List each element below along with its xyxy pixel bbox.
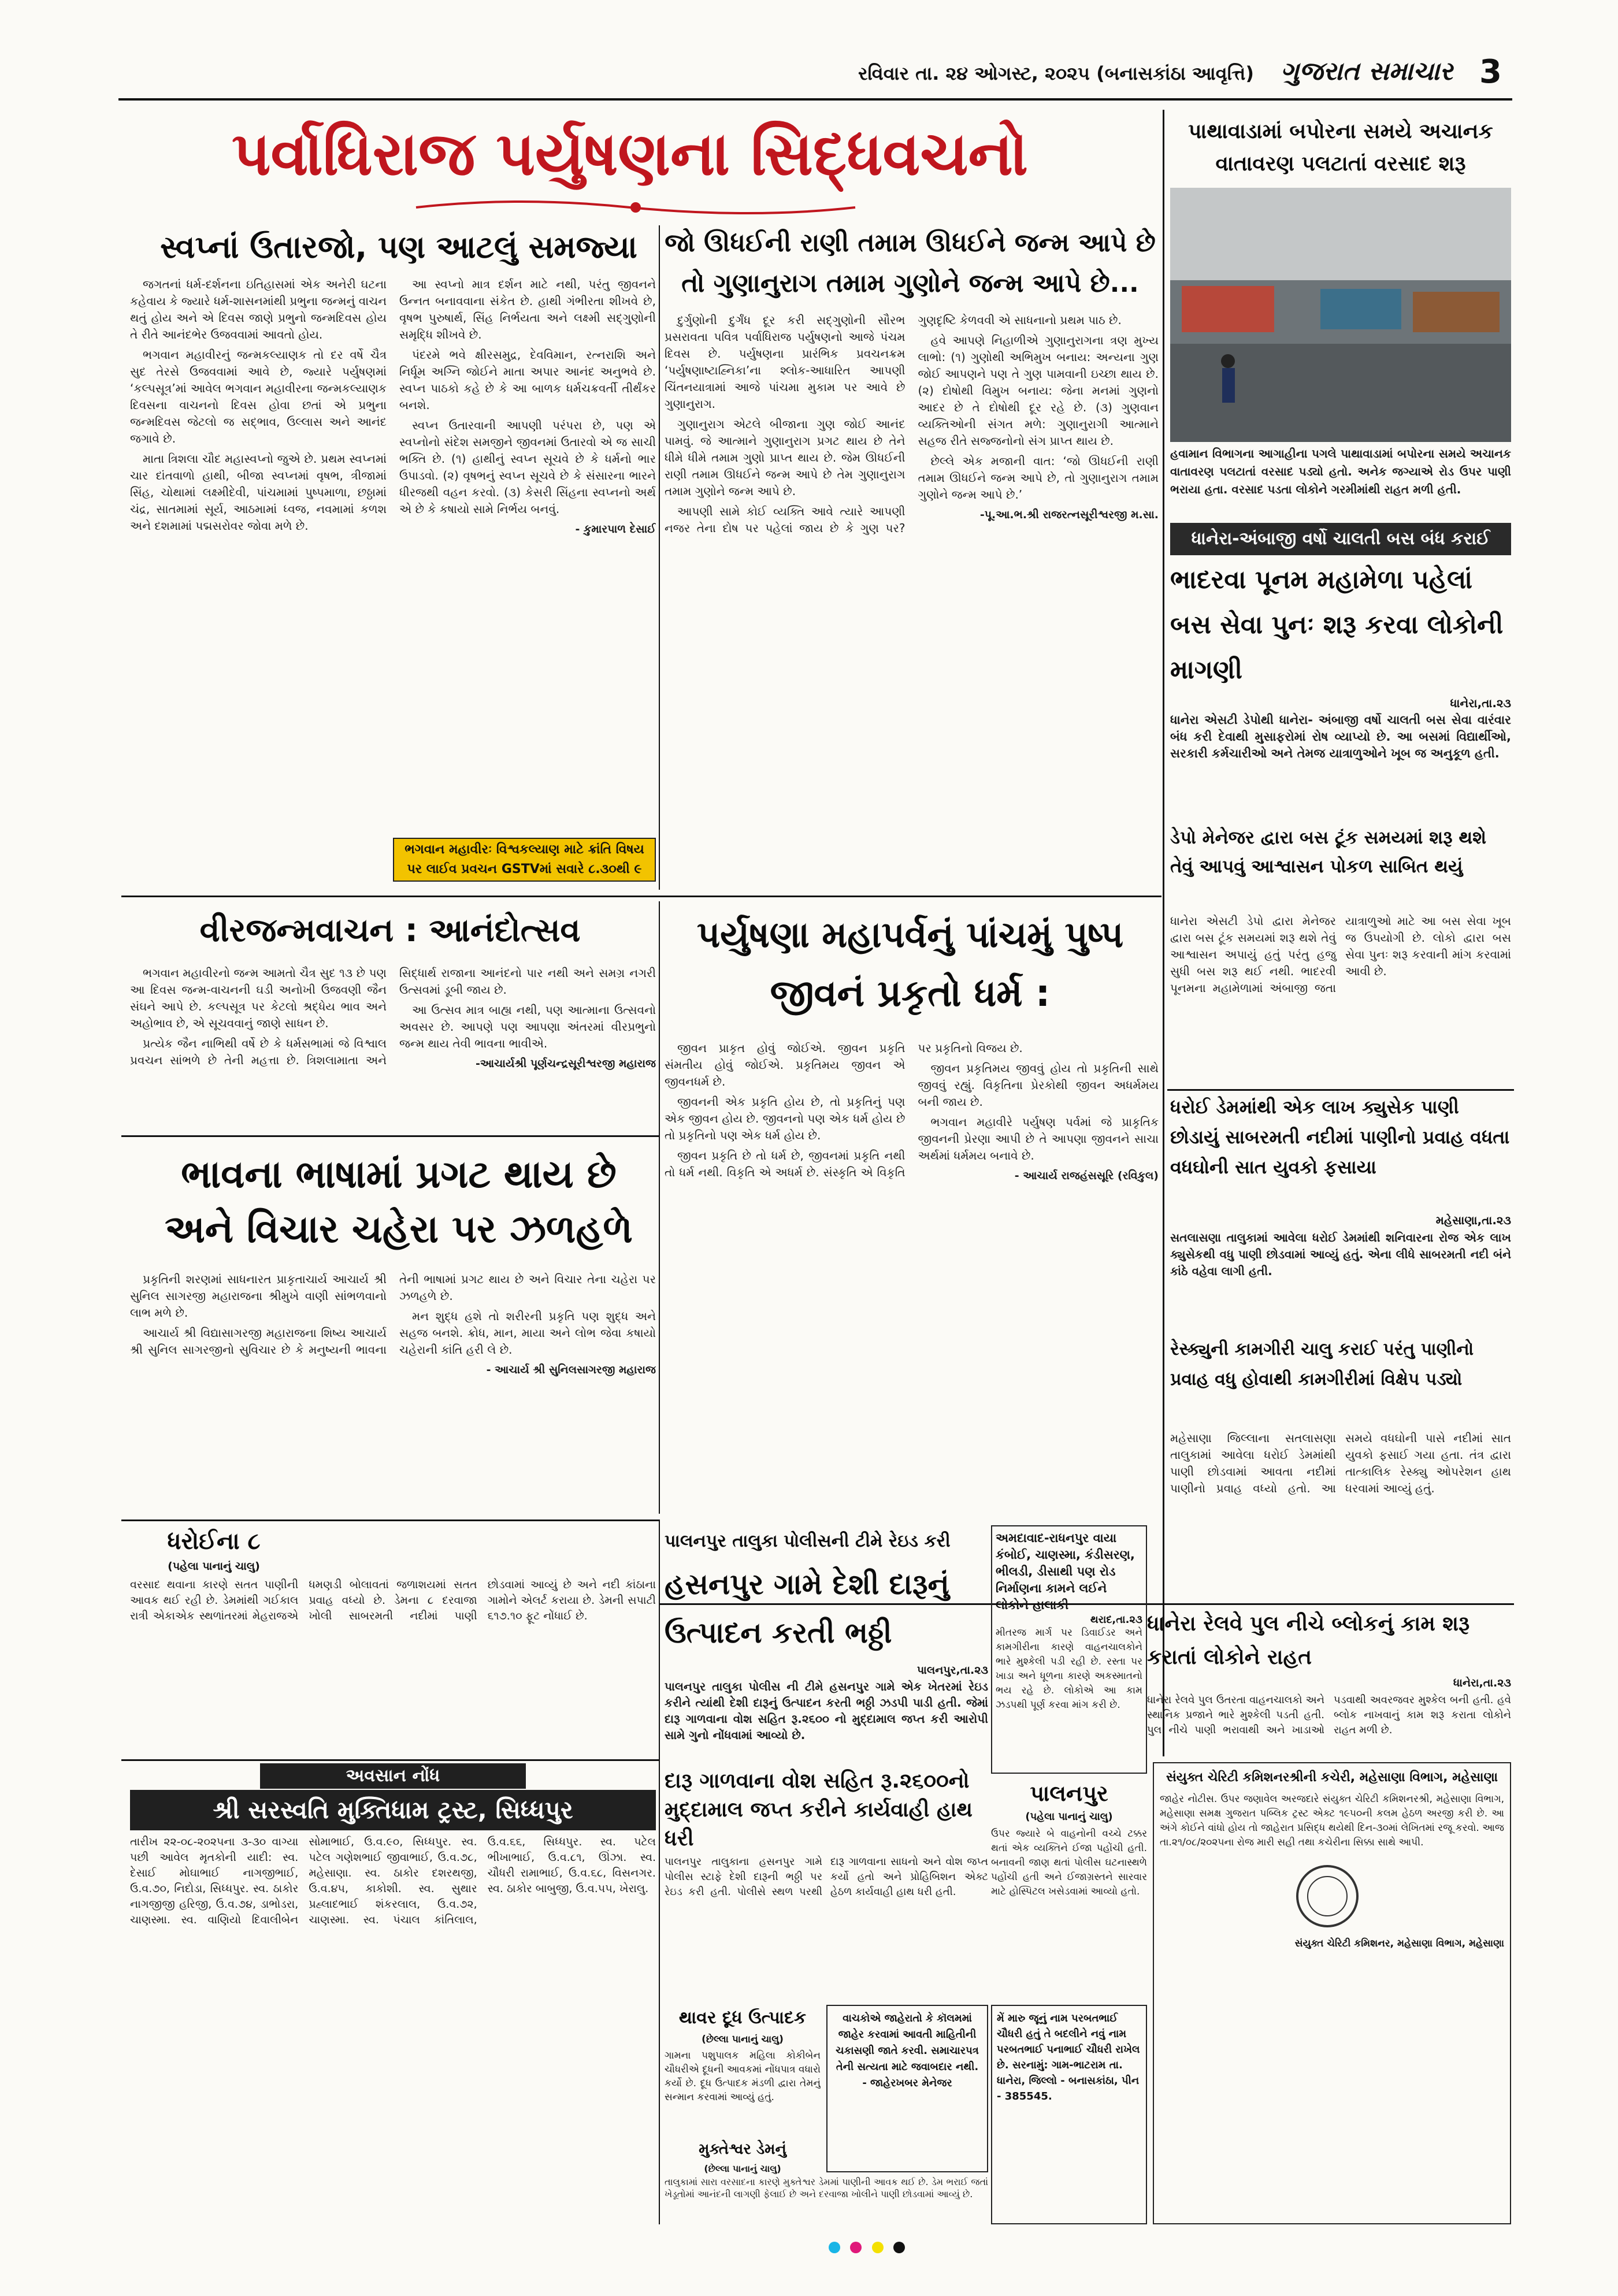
article2-para: ગુણાનુરાગ એટલે બીજાના ગુણ જોઈ આનંદ પામવું. જે આત્માને ગુણાનુરાગ પ્રગટ થાય છે તેને ધીમે ધીમે તમામ ગુણો પ્રાપ્ત થાય છે. જેમ ઊધઈની રાણી તમામ ઊધઈને જન્મ આપે છે તેમ ગુણાનુરાગ તમામ ગુણોને જન્મ આપે છે. — [665, 417, 906, 498]
article2-para: આપણી સામે કોઈ વ્યક્તિ આવે ત્યારે આપણી નજર તેના દોષ પર પહેલાં જાય છે કે ગુણ પર? ગુણદૃષ્ટિ કેળવવી એ સાધનાનો પ્રથમ પાઠ છે. — [665, 313, 1122, 535]
dharoi-body: વરસાદ થવાના કારણે સતત પાણીની આવક થઈ રહી છે. ડેમમાંથી ગઈકાલ રાત્રી એકાએક સ્થળાંતરમાં મેહરાજએ ધમણડી બોલાવતાં જળાશયમાં સતત પ્રવાહ વધ્યો છે. ડેમના ૮ દરવાજા ખોલી સાબરમતી નદીમાં પાણી છોડવામાં આવ્યું છે અને નદી કાંઠાના ગામોને એલર્ટ કરાયા છે. ડેમની સપાટી ૬૧૭.૧૦ ફૂટ નોંધાઈ છે. — [130, 1578, 656, 1622]
deshi-subhead: દારૂ ગાળવાના વોશ સહિત રૂ.૨૬૦૦નો મુદ્દામાલ જપ્ત કરીને કાર્યવાહી હાથ ધરી — [665, 1769, 973, 1851]
article4-para: ભગવાન મહાવીરે પર્યુષણ પર્વમાં જે પ્રાકૃતિક જીવનની પ્રેરણા આપી છે તે આપણા જીવનને સાચા અર્થમાં ધર્મમય બનાવે છે. — [918, 1115, 1159, 1162]
crossing-body: મીતરજ માર્ગ પર ડિવાઈડર અને કામગીરીના કારણે વાહનચાલકોને ભારે મુશ્કેલી પડી રહી છે. રસ્તા પર ખાડા અને ધૂળના કારણે અકસ્માતનો ભય રહે છે. લોકોએ આ કામ ઝડપથી પૂર્ણ કરવા માંગ કરી છે. — [996, 1627, 1142, 1711]
page-number: 3 — [1479, 53, 1502, 91]
thawar-body: ગામના પશુપાલક મહિલા કોકીબેન ચૌધરીએ દૂધની આવકમાં નોંધપાત્ર વધારો કર્યો છે. દૂધ ઉત્પાદક મંડળી દ્વારા તેમનું સન્માન કરવામાં આવ્યું હતું. — [665, 2050, 821, 2103]
bus-lead: ધાનેરા એસટી ડેપોથી ધાનેરા- અંબાજી વર્ષો ચાલતી બસ સેવા વારંવાર બંધ કરી દેવાથી મુસાફરોમાં રોષ વ્યાપ્યો છે. આ બસમાં વિદ્યાર્થીઓ, સરકારી કર્મચારીઓ અને તેમજ યાત્રાળુઓને ખૂબ જ અનુકૂળ હતી. — [1170, 713, 1511, 760]
crossing-title: અમદાવાદ-રાધનપુર વાયા કંબોઈ, ચાણસ્મા, કંડીસરણ, ભીલડી, ડીસાથી પણ રોડ નિર્માણના કામને લઈને લોકોને હાલાકી — [996, 1531, 1135, 1612]
ornament-divider — [404, 193, 867, 222]
article5-para: મન શુદ્ધ હશે તો શરીરની પ્રકૃતિ પણ શુદ્ધ અને સહજ બનશે. ક્રોધ, માન, માયા અને લોભ જેવા કષાયો ચહેરાની કાંતિ હરી લે છે. — [399, 1309, 656, 1357]
newspaper-name: ગુજરાત સમાચાર — [1281, 57, 1453, 86]
cyan-dot — [829, 2242, 840, 2253]
mukteshwar-body: તાલુકામાં સારા વરસાદના કારણે મુક્તેશ્વર ડેમમાં પાણીની આવક થઈ છે. ડેમ ભરાઈ જતાં ખેડૂતોમાં આનંદની લાગણી ફેલાઈ છે અને દરવાજા ખોલીને પાણી છોડવામાં આવ્યું છે. — [665, 2176, 988, 2200]
registration-marks — [347, 2242, 1387, 2265]
article2-para: દુર્ગુણોની દુર્ગંધ દૂર કરી સદ્ગુણોની સૌરભ પ્રસરાવતા પવિત્ર પર્વાધિરાજ પર્યુષણનો આજે પંચમ દિવસ છે. પર્યુષણના પ્રારંભિક પ્રવચનક્રમ ‘પર્યુષણાષ્ટાહ્નિકા’ના શ્લોક-આધારિત આપણી ચિંતનયાત્રામાં આજે પાંચમા મુકામ પર આવે છે ગુણાનુરાગ. — [665, 313, 906, 411]
article4-para: જીવન પ્રકૃતિમય જીવવું હોય તો પ્રકૃતિની સાથે જીવવું રહ્યું. વિકૃતિના પ્રેરકોથી જીવન અધર્મમય બની જાય છે. — [918, 1061, 1159, 1109]
railway-dateline: ધાનેરા,તા.૨૩ — [1453, 1677, 1511, 1689]
section-rule — [121, 1519, 659, 1521]
dam-lead: સતલાસણા તાલુકામાં આવેલા ધરોઈ ડેમમાંથી શનિવારના રોજ એક લાખ ક્યુસેકથી વધુ પાણી છોડવામાં આવ્યું હતું. એના લીધે સાબરમતી નદી બંને કાંઠે વહેવા લાગી હતી. — [1170, 1231, 1511, 1278]
article3-para: પ્રત્યેક જૈન નાભિથી વર્ષે છે કે ધર્મસભામાં જે વિશ્વાલ પ્રવચન સાંભળે છે તેની મહત્તા છે. ત્રિશલામાતા અને સિદ્ધાર્થ રાજાના આનંદનો પાર નથી અને સમગ્ર નગરી ઉત્સવમાં ડૂબી જાય છે. — [130, 966, 656, 1067]
railway-title: ધાનેરા રેલવે પુલ નીચે બ્લોકનું કામ શરૂ કરાતાં લોકોને રાહત — [1147, 1612, 1470, 1669]
deshi-body2: પાલનપુર તાલુકાના હસનપુર ગામે પોલીસ સ્ટાફે દેશી દારૂની ભઠ્ઠી પર રેઇડ કરી હતી. પોલીસે સ્થળ પરથી દારૂ ગાળવાના સાધનો અને વોશ જપ્ત કર્યો હતો અને પ્રોહિબિશન એક્ટ હેઠળ કાર્યવાહી હાથ ધરી હતી. — [665, 1856, 988, 1898]
bus-kicker: ધાનેરા-અંબાજી વર્ષો ચાલતી બસ બંધ કરાઈ — [1170, 523, 1511, 555]
dam-title: ધરોઈ ડેમમાંથી એક લાખ ક્યુસેક પાણી છોડાયું સાબરમતી નદીમાં પાણીનો પ્રવાહ વધતા વધઘોની સાત યુવકો ફસાયા — [1170, 1096, 1510, 1178]
palanpur-body: ઉપર જ્યારે બે વાહનોની વચ્ચે ટક્કર થતાં એક વ્યક્તિને ઈજા પહોંચી હતી. બનાવની જાણ થતાં પોલીસ ઘટનાસ્થળે પહોંચી હતી અને ઈજાગ્રસ્તને સારવાર માટે હોસ્પિટલ ખસેડવામાં આવ્યો હતો. — [991, 1828, 1147, 1897]
weather-title: પાથાવાડામાં બપોરના સમયે અચાનક વાતાવરણ પલટાતાં વરસાદ શરૂ — [1188, 120, 1493, 176]
weather-photo — [1170, 188, 1511, 442]
masthead-rule — [118, 98, 1512, 101]
column-rule — [659, 901, 660, 1514]
crossing-box — [991, 1525, 1147, 1774]
trust-notice-sign: સંયુક્ત ચેરિટી કમિશનર, મહેસાણા વિભાગ, મહેસાણા — [1294, 1938, 1504, 1949]
article1-body — [130, 276, 656, 834]
article4-title-line2: જીવનં પ્રકૃતો ધર્મ : — [770, 972, 1051, 1015]
obit-title: શ્રી સરસ્વતિ મુક્તિધામ ટ્રસ્ટ, સિધ્ધપુર — [130, 1790, 656, 1830]
thawar-title: થાવર દૂધ ઉત્પાદક — [678, 2008, 807, 2028]
article5-para: આચાર્ય શ્રી વિદ્યાસાગરજી મહારાજના શિષ્ય આચાર્ય શ્રી સુનિલ સાગરજીનો સુવિચાર છે કે મનુષ્યની ભાવના તેની ભાષામાં પ્રગટ થાય છે અને વિચાર તેના ચહેરા પર ઝળહળે છે. — [130, 1272, 656, 1357]
deshi-body: પાલનપુર તાલુકા પોલીસ ની ટીમે હસનપુર ગામે એક ખેતરમાં રેઇડ કરીને ત્યાંથી દેશી દારૂનું ઉત્પાદન કરતી ભઠ્ઠી ઝડપી પાડી હતી. જેમાં દારૂ ગાળવાના વોશ સહિત રૂ.૨૬૦૦ નો મુદ્દામાલ જપ્ત કરી આરોપી સામે ગુનો નોંધવામાં આવ્યો છે. — [665, 1680, 988, 1742]
bus-dateline: ધાનેરા,તા.૨૩ — [1450, 696, 1511, 710]
article4-para: જીવન પ્રાકૃત હોવું જોઈએ. જીવન પ્રકૃતિ સંમતીય હોવું જોઈએ. પ્રકૃતિમય જીવન એ જીવનધર્મ છે. — [665, 1041, 906, 1088]
article4-para: જીવન પ્રકૃતિ છે તો ધર્મ છે, જીવનમાં પ્રકૃતિ નથી તો ધર્મ નથી. વિકૃતિ એ અધર્મ છે. સંસ્કૃતિ એ વિકૃતિ પર પ્રકૃતિનો વિજય છે. — [665, 1041, 1023, 1179]
article4-title-line1: પર્યુષણા મહાપર્વનું પાંચમું પુષ્પ — [696, 913, 1124, 956]
deshi-dateline: પાલનપુર,તા.૨૩ — [916, 1664, 988, 1677]
article1-author: - કુમારપાળ દેસાઈ — [575, 523, 656, 536]
article4-body — [665, 1040, 1159, 1514]
article2-author: -પૂ.આ.ભ.શ્રી રાજરત્નસૂરીશ્વરજી મ.સા. — [979, 508, 1159, 521]
article5-para: પ્રકૃતિની શરણમાં સાધનારત પ્રાકૃતાચાર્ય આચાર્ય શ્રી સુનિલ સાગરજી મહારાજના શ્રીમુખે વાણી સાંભળવાનો લાભ મળે છે. — [130, 1272, 387, 1320]
mukteshwar-title: મુક્તેશ્વર ડેમનું — [699, 2141, 786, 2158]
black-dot — [893, 2242, 905, 2253]
article4-author: - આચાર્ય રાજહંસસૂરિ (રવિકુલ) — [1014, 1169, 1159, 1182]
masthead — [0, 0, 1618, 116]
name-change-notice: મેં મારુ જૂનું નામ પરબતભાઈ ચૌધરી હતું તે બદલીને નવું નામ પરબતભાઈ પનાભાઈ ચૌધરી રાખેલ છે. સરનામું: ગામ-ભાટરામ તા. ધાનેરા, જિલ્લો - બનાસકાંઠા, પીન - 385545. — [991, 2005, 1147, 2224]
weather-caption: હવામાન વિભાગના આગાહીના પગલે પાથાવાડામાં બપોરના સમયે અચાનક વાતાવરણ પલટાતાં વરસાદ પડ્યો હતો. અનેક જગ્યાએ રોડ ઉપર પાણી ભરાયા હતા. વરસાદ પડતા લોકોને ગરમીમાંથી રાહત મળી હતી. — [1170, 447, 1511, 496]
dharoi-title: ધરોઈના ૮ — [167, 1528, 261, 1555]
article5-title-line1: ભાવના ભાષામાં પ્રગટ થાય છે — [181, 1152, 617, 1197]
magenta-dot — [850, 2242, 862, 2253]
dharoi-cont: (પહેલા પાનાનું ચાલુ) — [168, 1560, 260, 1573]
article1-para: જગતનાં ધર્મ-દર્શનના ઇતિહાસમાં એક અનેરી ઘટના કહેવાય કે જ્યારે ધર્મ-શાસનમાંથી પ્રભુના જન્મનું વાચન થતું હોય અને એ દિવસ જાણે પ્રભુનો જન્મદિવસ હોય તે રીતે આનંદભેર ઉજવવામાં આવતો હોય. — [130, 277, 387, 341]
dam-body: મહેસાણા જિલ્લાના સતલાસણા તાલુકામાં આવેલા ધરોઈ ડેમમાંથી પાણી છોડવામાં આવતા નદીમાં પાણીનો પ્રવાહ વધ્યો હતો. આ સમયે વધઘોની પાસે નદીમાં સાત યુવકો ફસાઈ ગયા હતા. તંત્ર દ્વારા તાત્કાલિક રેસ્ક્યુ ઓપરેશન હાથ ધરવામાં આવ્યું હતું. — [1170, 1431, 1511, 1495]
article3-body — [130, 965, 656, 1132]
article1-title: સ્વપ્નાં ઉતારજો, પણ આટલું સમજ્યા — [160, 229, 637, 265]
deshi-title: હસનપુર ગામે દેશી દારૂનું ઉત્પાદન કરતી ભઠ્ઠી — [665, 1567, 949, 1649]
official-seal — [1293, 1862, 1362, 1931]
article1-para: સ્વપ્ન ઉતારવાની આપણી પરંપરા છે, પણ એ સ્વપ્નોનો સંદેશ સમજીને જીવનમાં ઉતારવો એ જ સાચી ભક્તિ છે. (૧) હાથીનું સ્વપ્ન સૂચવે છે કે ધર્મનો ભાર ઉપાડવો. (૨) વૃષભનું સ્વપ્ન સૂચવે છે કે સંસારના ભારને ધીરજથી વહન કરવો. (૩) કેસરી સિંહના સ્વપ્નનો અર્થ એ છે કે કષાયો સામે નિર્ભય બનવું. — [399, 418, 656, 516]
railway-body: ધાનેરા રેલવે પુલ ઉતરતા વાહનચાલકો અને સ્થાનિક પ્રજાને ભારે મુશ્કેલી પડતી હતી. પુલ નીચે પાણી ભરાવાથી અને ખાડાઓ પડવાથી અવરજવર મુશ્કેલ બની હતી. હવે બ્લોક નાખવાનું કામ શરૂ કરાતા લોકોને રાહત મળી છે. — [1147, 1694, 1511, 1736]
article2-para: હવે આપણે નિહાળીએ ગુણાનુરાગના ત્રણ મુખ્ય લાભો: (૧) ગુણોથી અભિમુખ બનાય: અન્યના ગુણ જોઈ આપણને પણ તે ગુણ પામવાની ઇચ્છા થાય છે. (૨) દોષોથી વિમુખ બનાય: જેના મનમાં ગુણનો આદર છે તે દોષોથી દૂર રહે છે. (૩) ગુણવાન વ્યક્તિઓની સંગત મળે: ગુણાનુરાગી આત્માને સહજ રીતે સજ્જનોનો સંગ પ્રાપ્ત થાય છે. — [918, 333, 1159, 448]
article5-body — [130, 1271, 656, 1514]
thawar-cont: (છેલ્લા પાનાનું ચાલુ) — [702, 2034, 784, 2045]
article1-para: પંદરમે ભવે ક્ષીરસમુદ્ર, દેવવિમાન, રત્નરાશિ અને નિર્ધૂમ અગ્નિ જોઈને માતા અપાર આનંદ અનુભવે છે. સ્વપ્ન પાઠકો કહે છે કે આ બાળક ધર્મચક્રવર્તી તીર્થંકર બનશે. — [399, 348, 656, 412]
section-rule — [121, 1135, 659, 1137]
bus-body: ધાનેરા એસટી ડેપો દ્વારા મેનેજર દ્વારા બસ ટૂંક સમયમાં શરૂ થશે તેવું આશ્વાસન અપાયું હતું પરંતુ હજુ સુધી બસ શરૂ થઈ નથી. ભાદરવી પૂનમના મહામેળામાં અંબાજી જતા યાત્રાળુઓ માટે આ બસ સેવા ખૂબ જ ઉપયોગી છે. લોકો દ્વારા બસ સેવા પુનઃ શરૂ કરવાની માંગ કરવામાં આવી છે. — [1170, 914, 1511, 995]
mukteshwar-cont: (છેલ્લા પાનાનું ચાલુ) — [704, 2163, 781, 2174]
yellow-dot — [872, 2242, 884, 2253]
obit-label: અવસાન નોંધ — [260, 1763, 526, 1789]
article3-title: વીરજન્મવાચન : આનંદોત્સવ — [199, 912, 581, 949]
crossing-dateline: થરાદ,તા.૨૩ — [1090, 1614, 1142, 1626]
section-rule — [121, 896, 1161, 897]
article5-author: - આચાર્ય શ્રી સુનિલસાગરજી મહારાજ — [486, 1364, 656, 1376]
column-rule — [1163, 110, 1164, 1756]
article1-para: માતા ત્રિશલા ચૌદ મહાસ્વપ્નો જુએ છે. પ્રથમ સ્વપ્નમાં ચાર દાંતવાળો હાથી, બીજા સ્વપ્નમાં વૃષભ, ત્રીજામાં સિંહ, ચોથામાં લક્ષ્મીદેવી, પાંચમામાં પુષ્પમાળા, છઠ્ઠામાં ચંદ્ર, સાતમામાં સૂર્ય, આઠમામાં ધ્વજ, નવમામાં કળશ અને દશમામાં પદ્મસરોવર જોવા મળે છે. — [130, 452, 387, 533]
article1-notice: ભગવાન મહાવીરઃ વિશ્વકલ્યાણ માટે ક્રાંતિ વિષય પર લાઈવ પ્રવચન GSTVમાં સવારે ૮.૩૦થી ૯ — [393, 838, 656, 882]
column-rule — [659, 1519, 660, 2224]
article3-para: આ ઉત્સવ માત્ર બાહ્ય નથી, પણ આત્માના ઉત્સવનો અવસર છે. આપણે પણ આપણા અંતરમાં વીરપ્રભુનો જન્મ થાય તેવી ભાવના ભાવીએ. — [399, 1003, 656, 1050]
column-rule — [659, 225, 660, 890]
article3-para: ભગવાન મહાવીરનો જન્મ આમતો ચૈત્ર સુદ ૧૩ છે પણ આ દિવસ જન્મ-વાચનની ઘડી અનોખી ઉજવણી જૈન સંઘને આપે છે. કલ્પસૂત્ર પર કેટલો શ્રદ્ધેય ભાવ અને અહોભાવ છે, એ સૂચવવાનું જાણે સાધન છે. — [130, 966, 387, 1030]
palanpur-title: પાલનપુર — [1030, 1781, 1108, 1806]
trust-notice — [1153, 1762, 1511, 2224]
dam-dateline: મહેસાણા,તા.૨૩ — [1435, 1213, 1511, 1227]
dam-subhead: રેસ્ક્યુની કામગીરી ચાલુ કરાઈ પરંતુ પાણીનો પ્રવાહ વધુ હોવાથી કામગીરીમાં વિક્ષેપ પડ્યો — [1170, 1339, 1474, 1390]
article1-para: ભગવાન મહાવીરનું જન્મકલ્યાણક તો દર વર્ષે ચૈત્ર સુદ તેરસે ઉજવવામાં આવે છે, જ્યારે પર્યુષણમાં ‘કલ્પસૂત્ર’માં આવેલ ભગવાન મહાવીરના જન્મકલ્યાણક દિવસના વાચનનો દિવસ હોવા છતાં એ પ્રભુના જન્મદિવસ જેટલો જ સદ્ભાવ, ઉલ્લાસ અને આનંદ જગાવે છે. — [130, 348, 387, 445]
trust-notice-title: સંયુક્ત ચેરિટી કમિશનરશ્રીની કચેરી, મહેસાણા વિભાગ, મહેસાણા — [1166, 1770, 1498, 1785]
article3-author: -આચાર્યશ્રી પૂર્ણચન્દ્રસૂરીશ્વરજી મહારાજ — [475, 1057, 656, 1070]
article1-para: આ સ્વપ્નો માત્ર દર્શન માટે નથી, પરંતુ જીવનને ઉન્નત બનાવવાના સંકેત છે. હાથી ગંભીરતા શીખવે છે, વૃષભ પુરુષાર્થ, સિંહ નિર્ભયતા અને લક્ષ્મી સદ્ગુણોની સમૃદ્ધિ શીખવે છે. — [399, 277, 656, 341]
section-rule — [121, 1759, 659, 1761]
section-rule — [1167, 1089, 1514, 1091]
article4-para: જીવનની એક પ્રકૃતિ હોય છે, તો પ્રકૃતિનું પણ એક જીવન હોય છે. જીવનનો પણ એક ધર્મ હોય છે તો પ્રકૃતિનો પણ એક ધર્મ હોય છે. — [665, 1095, 906, 1142]
bus-title: ભાદરવા પૂનમ મહામેળા પહેલાં બસ સેવા પુનઃ શરૂ કરવા લોકોની માગણી — [1170, 565, 1504, 685]
masthead-date: રવિવાર તા. ૨૪ ઓગસ્ટ, ૨૦૨૫ (બનાસકાંઠા આવૃત્તિ) — [858, 62, 1254, 84]
palanpur-cont: (પહેલા પાનાનું ચાલુ) — [1025, 1811, 1113, 1823]
bus-subhead: ડેપો મેનેજર દ્વારા બસ ટૂંક સમયમાં શરૂ થશે તેવું આપવું આશ્વાસન પોકળ સાબિત થયું — [1170, 827, 1487, 877]
article5-title-line2: અને વિચાર ચહેરા પર ઝળહળે — [165, 1207, 633, 1251]
banner-title: પર્વાધિરાજ પર્યુષણના સિદ્ધવચનો — [232, 118, 1028, 189]
deshi-kicker: પાલનપુર તાલુકા પોલીસની ટીમે રેઇડ કરી — [665, 1531, 951, 1551]
article2-title: જો ઊધઈની રાણી તમામ ઊધઈને જન્મ આપે છે તો ગુણાનુરાગ તમામ ગુણોને જન્મ આપે છે... — [665, 228, 1156, 298]
article2-body — [665, 312, 1159, 890]
trust-notice-body: જાહેર નોટીસ. ઉપર જણાવેલ અરજદારે સંયુક્ત ચેરિટી કમિશનરશ્રી, મહેસાણા વિભાગ, મહેસાણા સમક્ષ ગુજરાત પબ્લિક ટ્રસ્ટ એક્ટ ૧૯૫૦ની કલમ હેઠળ અરજી કરી છે. આ અંગે કોઈને વાંધો હોય તો જાહેરાત પ્રસિદ્ધ થયેથી દિન-૩૦માં લેખિતમાં રજૂ કરવો. આજ તા.૨૧/૦૮/૨૦૨૫ના રોજ મારી સહી તથા કચેરીના સિક્કા સાથે આપી. — [1160, 1793, 1504, 1848]
article2-para: છેલ્લે એક મજાની વાત: ‘જો ઊધઈની રાણી તમામ ઊધઈને જન્મ આપે છે, તો ગુણાનુરાગ તમામ ગુણોને જન્મ આપે છે.’ — [918, 454, 1159, 501]
reader-notice: વાચકોએ જાહેરાતો કે કૉલમમાં જાહેર કરવામાં આવતી માહિતીની ચકાસણી જાતે કરવી. સમાચારપત્ર તેની સત્યતા માટે જવાબદાર નથી. - જાહેરખબર મેનેજર — [826, 2005, 988, 2172]
obituary-list: તારીખ ૨૨-૦૮-૨૦૨૫ના ૩-૩૦ વાગ્યા પછી આવેલ મૃતકોની યાદી: સ્વ. દેસાઈ મોઘાભાઈ નાગજીભાઈ, ઉ.વ.૭૦, નિદોડા, સિધ્ધપુર. સ્વ. ઠાકોર નાગજીજી હરિજી, ઉ.વ.૭૪, ડાભોડરા, ચાણસ્મા. સ્વ. વાણિયો દિવાલીબેન સોમાભાઈ, ઉ.વ.૯૦, સિધ્ધપુર. સ્વ. પટેલ ગણેશભાઈ જીવાભાઈ, ઉ.વ.૭૮, મહેસાણા. સ્વ. ઠાકોર દશરથજી, ઉ.વ.૪૫, કાકોશી. સ્વ. સુથાર પ્રહ્લાદભાઈ શંકરલાલ, ઉ.વ.૭૨, ચાણસ્મા. સ્વ. પંચાલ કાંતિલાલ, ઉ.વ.૬૬, સિધ્ધપુર. સ્વ. પટેલ ભીખાભાઈ, ઉ.વ.૮૧, ઊંઝા. સ્વ. ચૌધરી રામાભાઈ, ઉ.વ.૬૮, વિસનગર. સ્વ. ઠાકોર બાબુજી, ઉ.વ.૫૫, ખેરાલુ. — [130, 1836, 656, 1926]
